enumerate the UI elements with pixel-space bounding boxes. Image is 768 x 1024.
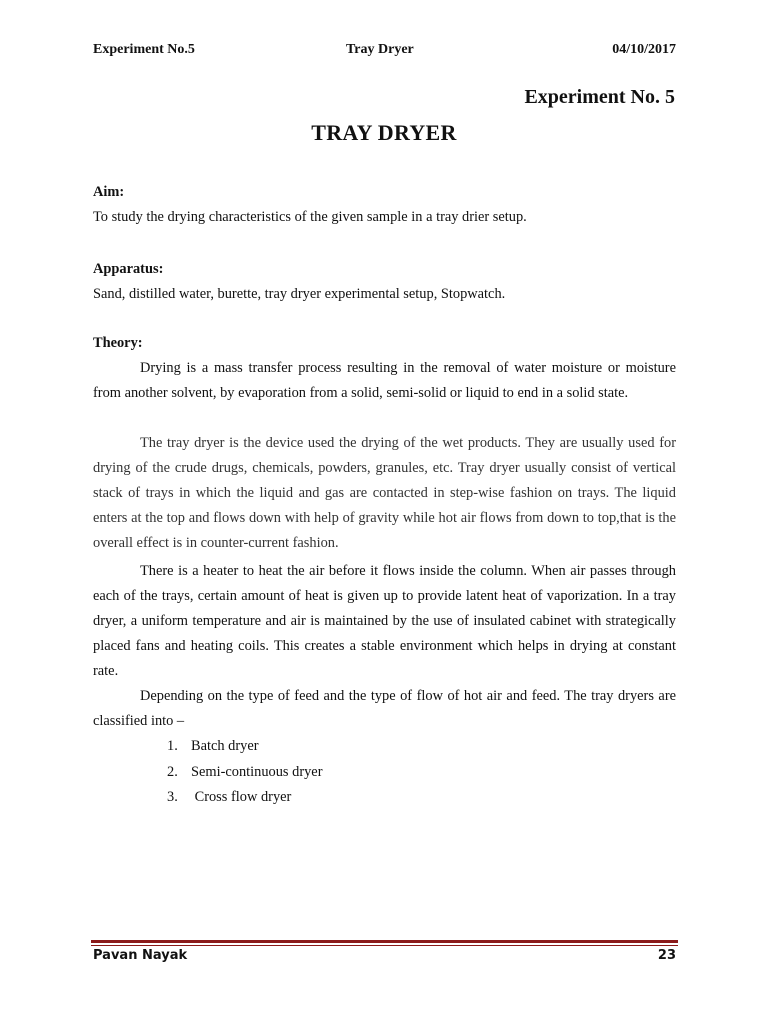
- footer-author: Pavan Nayak: [93, 948, 188, 963]
- apparatus-heading: Apparatus:: [93, 261, 164, 277]
- theory-heading: Theory:: [93, 335, 143, 351]
- footer-rule: [91, 940, 678, 943]
- footer-rule-thin: [91, 945, 678, 946]
- theory-paragraph-4: Depending on the type of feed and the type of flow of hot air and feed. The tray dryers are classified into –: [93, 688, 676, 729]
- page-number: 23: [657, 948, 676, 963]
- theory-paragraph-1: Drying is a mass transfer process resulting in the removal of water moisture or moisture from another solvent, by evaporation from a solid, semi-solid or liquid to end in a solid state.: [93, 360, 676, 401]
- header-date: 04/10/2017: [612, 42, 676, 57]
- theory-paragraph-2: The tray dryer is the device used the drying of the wet products. They are usually used for drying of the crude drugs, chemicals, powders, granules, etc. Tray dryer usually consist of vertical stack of trays in which the liquid and gas are contacted in step-wise fashion on trays. The liquid enters at the top and flows down with help of gravity while hot air flows from down to top,that is the overall effect is in counter-current fashion.: [93, 435, 676, 551]
- aim-text: To study the drying characteristics of the given sample in a tray drier setup.: [93, 209, 527, 225]
- dryer-types-list: [167, 734, 323, 811]
- running-header: [93, 42, 676, 62]
- list-item: 3. Cross flow dryer: [167, 789, 292, 805]
- list-item: 1. Batch dryer: [167, 738, 259, 754]
- theory-paragraph-3: There is a heater to heat the air before it flows inside the column. When air passes through each of the trays, certain amount of heat is given up to provide latent heat of vaporization. In a tray dryer, a uniform temperature and air is maintained by the use of insulated cabinet with strategically placed fans and heating coils. This creates a stable environment which helps in drying at constant rate.: [93, 563, 676, 679]
- list-item: 2. Semi-continuous dryer: [167, 763, 323, 780]
- page-title: TRAY DRYER: [311, 120, 457, 145]
- apparatus-text: Sand, distilled water, burette, tray dryer experimental setup, Stopwatch.: [93, 286, 506, 302]
- header-experiment-number: Experiment No.5: [93, 42, 195, 57]
- running-footer: [93, 948, 676, 968]
- header-title: Tray Dryer: [346, 42, 414, 57]
- experiment-label: Experiment No. 5: [524, 86, 675, 108]
- aim-heading: Aim:: [93, 184, 125, 200]
